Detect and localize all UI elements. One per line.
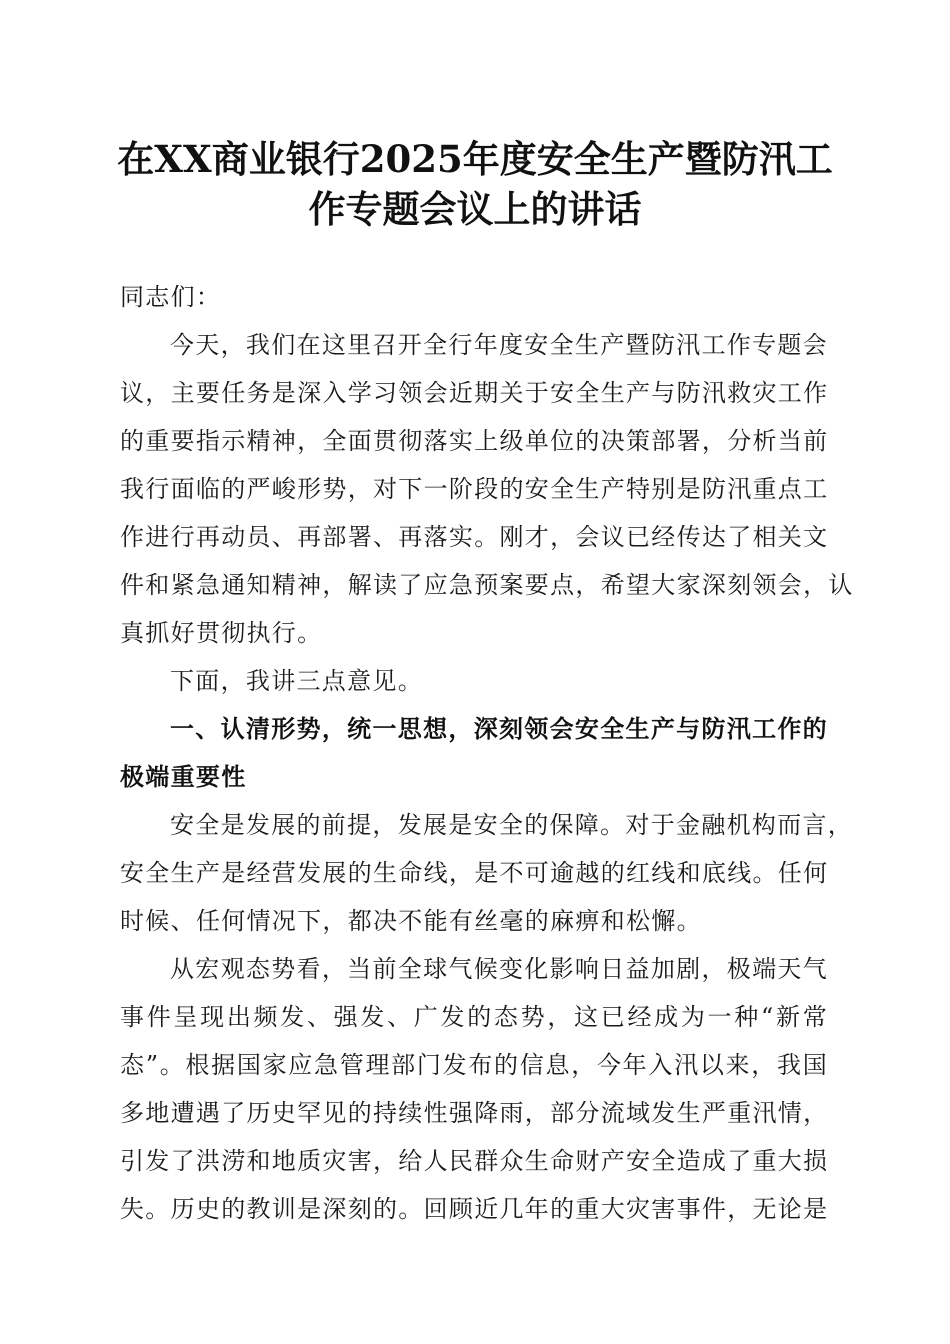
paragraph-line: 多地遭遇了历史罕见的持续性强降雨，部分流域发生严重汛情， bbox=[120, 1099, 829, 1127]
paragraph-line: 失。历史的教训是深刻的。回顾近几年的重大灾害事件，无论是 bbox=[120, 1195, 829, 1223]
section-heading-1 bbox=[120, 705, 828, 801]
paragraph-line: 从宏观态势看，当前全球气候变化影响日益加剧，极端天气 bbox=[170, 955, 828, 983]
paragraph-line: 安全是发展的前提，发展是安全的保障。对于金融机构而言， bbox=[170, 811, 854, 839]
paragraph-line: 我行面临的严峻形势，对下一阶段的安全生产特别是防汛重点工 bbox=[120, 475, 829, 503]
document-body bbox=[120, 273, 854, 1233]
document-title bbox=[110, 134, 840, 234]
salutation bbox=[120, 273, 828, 321]
paragraph-line: 作进行再动员、再部署、再落实。刚才，会议已经传达了相关文 bbox=[120, 523, 829, 551]
paragraph-line: 事件呈现出频发、强发、广发的态势，这已经成为一种“新常 bbox=[120, 1003, 828, 1031]
heading-line: 极端重要性 bbox=[120, 763, 247, 791]
paragraph-line: 安全生产是经营发展的生命线，是不可逾越的红线和底线。任何 bbox=[120, 859, 829, 887]
paragraph-line: 今天，我们在这里召开全行年度安全生产暨防汛工作专题会 bbox=[170, 331, 828, 359]
paragraph-line: 引发了洪涝和地质灾害，给人民群众生命财产安全造成了重大损 bbox=[120, 1147, 829, 1175]
paragraph-line: 件和紧急通知精神，解读了应急预案要点，希望大家深刻领会，认 bbox=[120, 571, 854, 599]
title-line-1: 在XX商业银行2025年度安全生产暨防汛工 bbox=[117, 137, 833, 181]
salutation-text: 同志们： bbox=[120, 283, 222, 311]
paragraph-line: 议，主要任务是深入学习领会近期关于安全生产与防汛救灾工作 bbox=[120, 379, 829, 407]
paragraph-line: 下面，我讲三点意见。 bbox=[170, 667, 423, 695]
paragraph-line: 态”。根据国家应急管理部门发布的信息，今年入汛以来，我国 bbox=[120, 1051, 828, 1079]
paragraph-line: 的重要指示精神，全面贯彻落实上级单位的决策部署，分析当前 bbox=[120, 427, 829, 455]
paragraph-intro-points bbox=[120, 657, 828, 705]
heading-line: 一、认清形势，统一思想，深刻领会安全生产与防汛工作的 bbox=[170, 715, 828, 743]
paragraph-safety bbox=[120, 801, 854, 945]
title-line-2: 作专题会议上的讲话 bbox=[308, 187, 642, 231]
paragraph-macro-situation bbox=[120, 945, 828, 1233]
paragraph-line: 时候、任何情况下，都决不能有丝毫的麻痹和松懈。 bbox=[120, 907, 702, 935]
paragraph-opening bbox=[120, 321, 854, 657]
paragraph-line: 真抓好贯彻执行。 bbox=[120, 619, 323, 647]
